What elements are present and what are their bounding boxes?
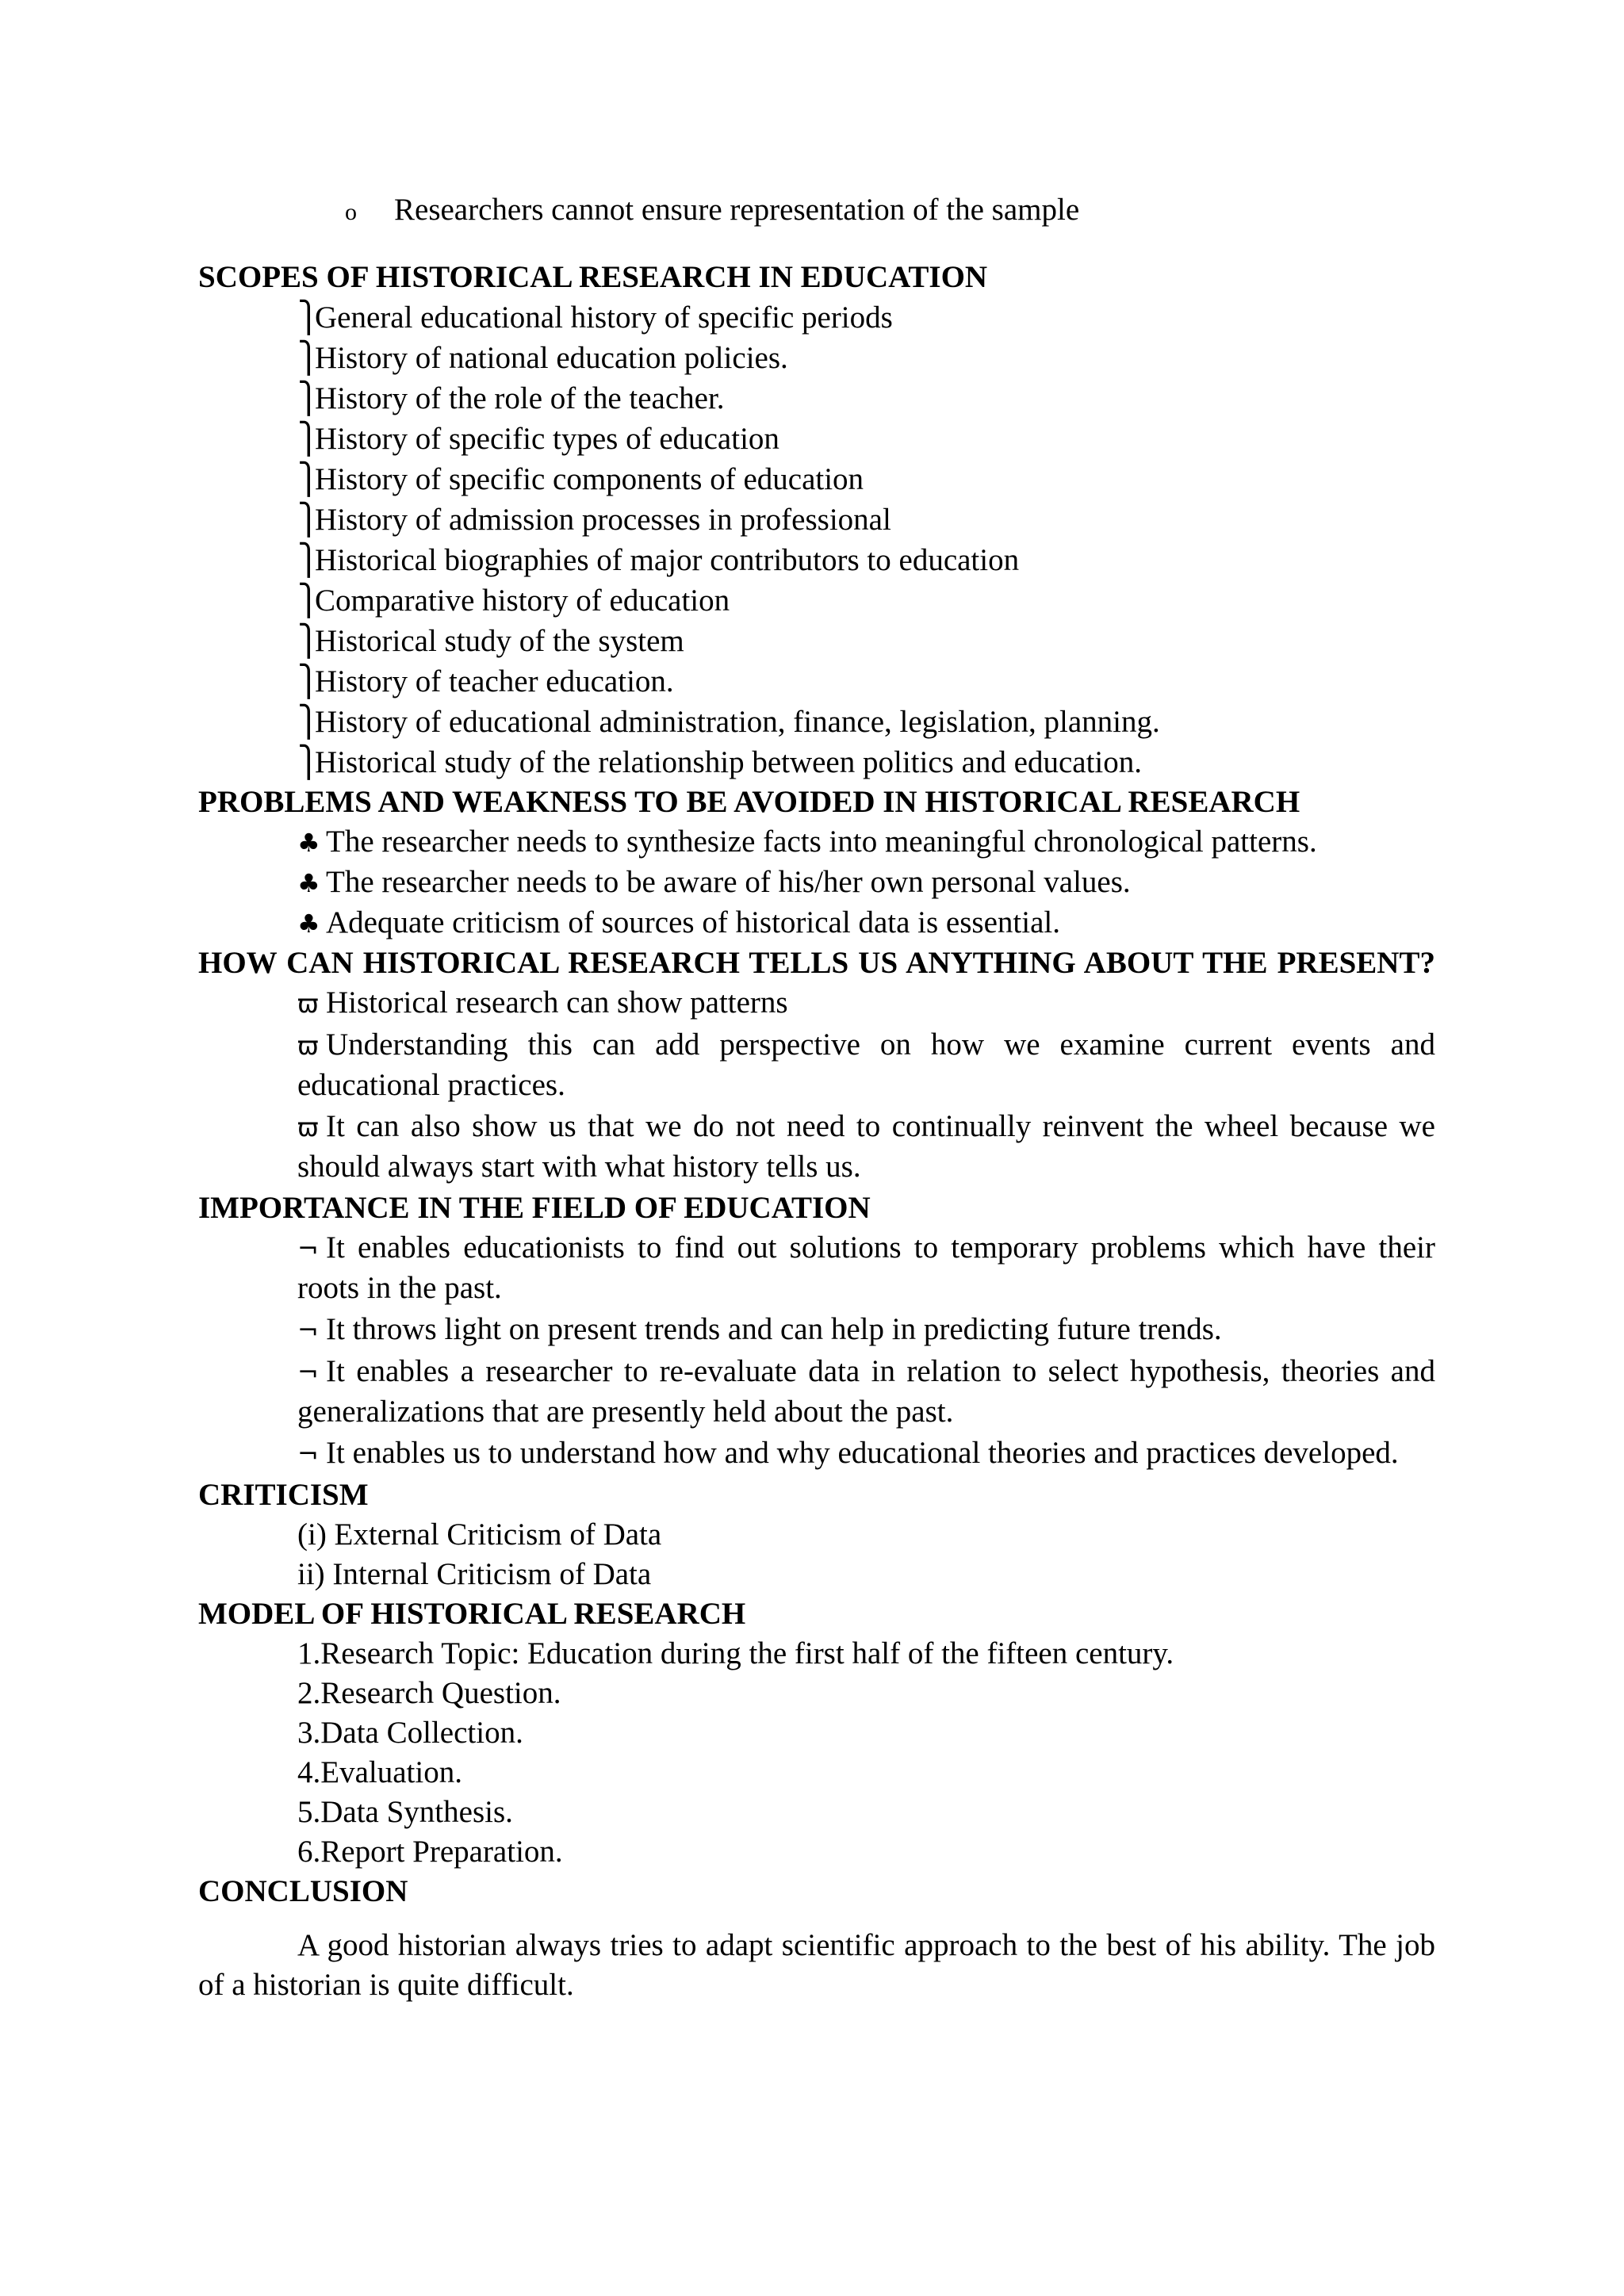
conclusion-heading: CONCLUSION <box>198 1874 408 1908</box>
not-sign-bullet-icon: ¬ <box>297 1234 319 1264</box>
list-item <box>297 1107 1435 1187</box>
list-item-text: Historical research can show patterns <box>326 985 788 1020</box>
list-item-text: The researcher needs to be aware of his/her own personal values. <box>326 865 1131 899</box>
list-item <box>297 621 1435 661</box>
list-item-text: It enables educationists to find out solutions to temporary problems which have their roots in the past. <box>297 1230 1435 1305</box>
conclusion-paragraph: A good historian always tries to adapt scientific approach to the best of his ability. The job of a historian is quite difficult. <box>198 1928 1435 2002</box>
list-item: ii) Internal Criticism of Data <box>297 1557 652 1591</box>
list-item: 6.Report Preparation. <box>297 1835 563 1869</box>
list-item-text: History of educational administration, finance, legislation, planning. <box>315 705 1160 739</box>
list-item <box>297 338 1435 378</box>
circle-bullet-icon: o <box>345 199 357 225</box>
model-steps-list <box>198 1634 1435 1872</box>
criticism-list <box>198 1515 1435 1594</box>
list-item: 1.Research Topic: Education during the first half of the fifteen century. <box>297 1636 1174 1670</box>
sample-representation-text: Researchers cannot ensure representation of the sample <box>394 193 1080 227</box>
list-item-text: It enables a researcher to re-evaluate data in relation to select hypothesis, theories and generalizations that are presently held about the past. <box>297 1354 1435 1429</box>
criticism-section <box>198 1475 1435 1594</box>
list-item-text: Historical biographies of major contributors to education <box>315 543 1020 577</box>
problems-section <box>198 783 1435 943</box>
list-item: 4.Evaluation. <box>297 1755 462 1789</box>
list-item <box>297 1025 1435 1105</box>
list-item-text: Adequate criticism of sources of historical data is essential. <box>326 905 1060 939</box>
club-bullet-icon: ♣ <box>297 868 320 898</box>
list-item-text: History of the role of the teacher. <box>315 381 725 415</box>
list-item <box>297 1228 1435 1308</box>
scopes-section <box>198 258 1435 783</box>
list-item <box>297 661 1435 702</box>
pi-bullet-icon: ϖ <box>297 1112 319 1142</box>
not-sign-bullet-icon: ¬ <box>297 1315 319 1345</box>
list-item-text: It throws light on present trends and can help in predicting future trends. <box>326 1312 1222 1346</box>
club-bullet-icon: ♣ <box>297 909 320 939</box>
list-item-text: History of national education policies. <box>315 341 788 375</box>
bracket-bullet-icon: ⎫ <box>297 704 320 739</box>
list-item <box>297 702 1435 742</box>
list-item-text: General educational history of specific periods <box>315 300 893 335</box>
list-item: 2.Research Question. <box>297 1676 561 1710</box>
pi-bullet-icon: ϖ <box>297 1031 319 1061</box>
list-item-text: Historical study of the system <box>315 624 684 658</box>
list-item <box>297 822 1435 863</box>
bracket-bullet-icon: ⎫ <box>297 421 320 456</box>
bracket-bullet-icon: ⎫ <box>297 502 320 537</box>
document-page <box>198 190 1435 2005</box>
club-bullet-icon: ♣ <box>297 828 320 858</box>
sample-representation-item <box>198 190 1435 232</box>
list-item-text: Comparative history of education <box>315 584 730 618</box>
bracket-bullet-icon: ⎫ <box>297 664 320 698</box>
list-item: 3.Data Collection. <box>297 1716 523 1750</box>
list-item <box>297 983 1435 1024</box>
list-item-text: History of admission processes in professional <box>315 503 891 537</box>
not-sign-bullet-icon: ¬ <box>297 1439 319 1469</box>
bracket-bullet-icon: ⎫ <box>297 623 320 658</box>
list-item <box>297 1310 1435 1350</box>
list-item <box>297 742 1435 783</box>
list-item-text: History of specific types of education <box>315 422 779 456</box>
list-item-text: Understanding this can add perspective on how we examine current events and educational practices. <box>297 1027 1435 1102</box>
model-heading: MODEL OF HISTORICAL RESEARCH <box>198 1597 746 1631</box>
present-heading: HOW CAN HISTORICAL RESEARCH TELLS US ANYTHING ABOUT THE PRESENT? <box>198 946 1435 980</box>
list-item-text: It can also show us that we do not need to continually reinvent the wheel because we should always start with what history tells us. <box>297 1109 1435 1184</box>
present-list <box>198 983 1435 1187</box>
bracket-bullet-icon: ⎫ <box>297 381 320 415</box>
list-item <box>297 580 1435 621</box>
scopes-heading: SCOPES OF HISTORICAL RESEARCH IN EDUCATION <box>198 260 988 294</box>
list-item-text: History of teacher education. <box>315 664 674 698</box>
bracket-bullet-icon: ⎫ <box>297 583 320 618</box>
conclusion-section <box>198 1872 1435 2005</box>
pi-bullet-icon: ϖ <box>297 989 319 1019</box>
criticism-heading: CRITICISM <box>198 1478 369 1512</box>
list-item-text: History of specific components of education <box>315 462 864 496</box>
scopes-list <box>198 297 1435 783</box>
list-item-text: Historical study of the relationship between politics and education. <box>315 745 1142 779</box>
list-item <box>297 903 1435 943</box>
list-item <box>297 1433 1435 1474</box>
importance-heading: IMPORTANCE IN THE FIELD OF EDUCATION <box>198 1191 871 1225</box>
list-item <box>297 459 1435 499</box>
list-item <box>297 378 1435 419</box>
list-item <box>297 419 1435 459</box>
bracket-bullet-icon: ⎫ <box>297 542 320 577</box>
list-item-text: It enables us to understand how and why educational theories and practices developed. <box>326 1436 1399 1470</box>
list-item <box>297 1352 1435 1432</box>
list-item <box>297 540 1435 580</box>
bracket-bullet-icon: ⎫ <box>297 461 320 496</box>
bracket-bullet-icon: ⎫ <box>297 340 320 375</box>
list-item: (i) External Criticism of Data <box>297 1517 662 1552</box>
importance-list <box>198 1228 1435 1474</box>
not-sign-bullet-icon: ¬ <box>297 1357 319 1387</box>
model-section <box>198 1594 1435 1872</box>
list-item <box>297 297 1435 338</box>
problems-list <box>198 822 1435 943</box>
list-item <box>297 499 1435 540</box>
importance-section <box>198 1188 1435 1474</box>
bracket-bullet-icon: ⎫ <box>297 300 320 335</box>
list-item-text: The researcher needs to synthesize facts into meaningful chronological patterns. <box>326 825 1317 859</box>
bracket-bullet-icon: ⎫ <box>297 744 320 779</box>
problems-heading: PROBLEMS AND WEAKNESS TO BE AVOIDED IN HISTORICAL RESEARCH <box>198 785 1300 819</box>
list-item: 5.Data Synthesis. <box>297 1795 513 1829</box>
present-section <box>198 943 1435 1187</box>
list-item <box>297 863 1435 903</box>
